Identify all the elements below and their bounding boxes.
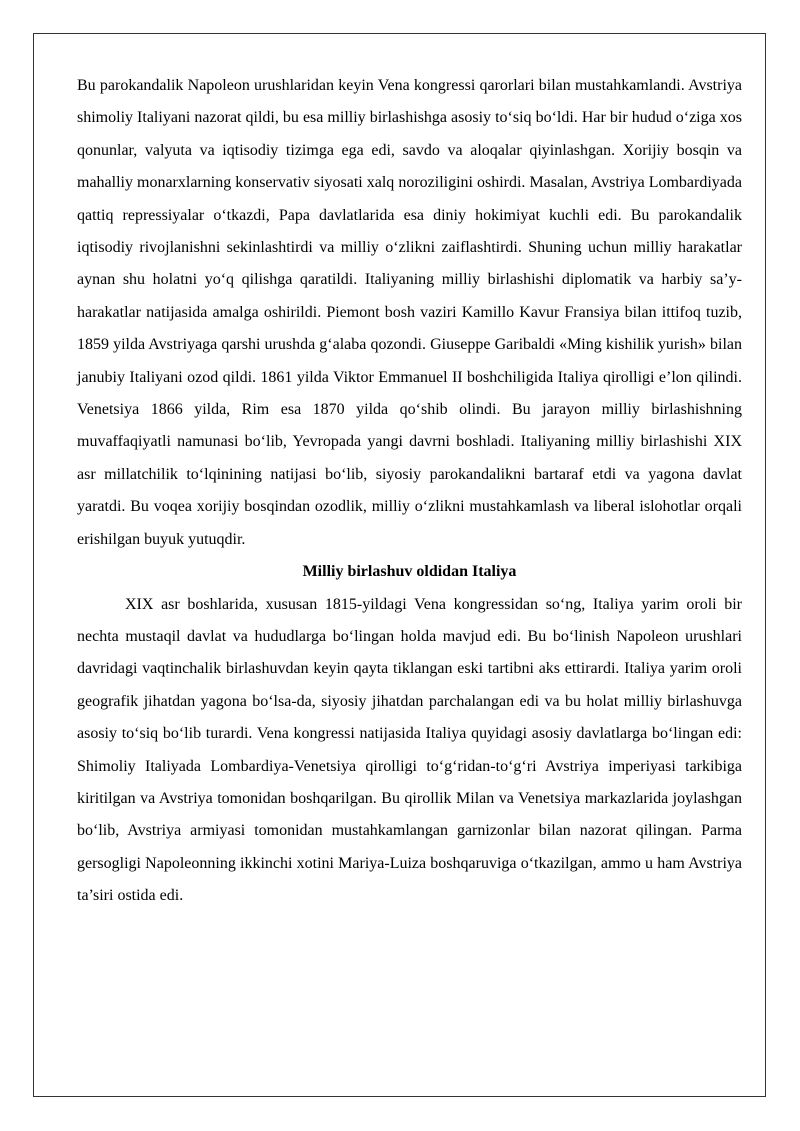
paragraph: Bu parokandalik Napoleon urushlaridan keyin Vena kongressi qarorlari bilan mustahkamlandi. Avstriya shimoliy Italiyani nazorat qildi, bu esa milliy birlashishga asosiy to‘siq bo‘ldi. Har bir hudud o‘ziga xos qonunlar, valyuta va iqtisodiy tizimga ega edi, savdo va aloqalar qiyinlashgan. Xorijiy bosqin va mahalliy monarxlarning konservativ siyosati xalq noroziligini oshirdi. Masalan, Avstriya Lombardiyada qattiq repressiyalar o‘tkazdi, Papa davlatlarida esa diniy hokimiyat kuchli edi. Bu parokandalik iqtisodiy rivojlanishni sekinlashtirdi va milliy o‘zlikni zaiflashtirdi. Shuning uchun milliy harakatlar aynan shu holatni yo‘q qilishga qaratildi. Italiyaning milliy birlashishi diplomatik va harbiy sa’y-harakatlar natijasida amalga oshirildi. Piemont bosh vaziri Kamillo Kavur Fransiya bilan ittifoq tuzib, 1859 yilda Avstriyaga qarshi urushda g‘alaba qozondi. Giuseppe Garibaldi «Ming kishilik yurish» bilan janubiy Italiyani ozod qildi. 1861 yilda Viktor Emmanuel II boshchiligida Italiya qirolligi e’lon qilindi. Venetsiya 1866 yilda, Rim esa 1870 yilda qo‘shib olindi. Bu jarayon milliy birlashishning muvaffaqiyatli namunasi bo‘lib, Yevropada yangi davrni boshladi. Italiyaning milliy birlashishi XIX asr millatchilik to‘lqinining natijasi bo‘lib, siyosiy parokandalikni bartaraf etdi va yagona davlat yaratdi. Bu voqea xorijiy bosqindan ozodlik, milliy o‘zlikni mustahkamlash va liberal islohotlar orqali erishilgan buyuk yutuqdir. xyxy=(77,77,742,548)
paragraph: XIX asr boshlarida, xususan 1815-yildagi Vena kongressidan so‘ng, Italiya yarim oroli bir nechta mustaqil davlat va hududlarga bo‘lingan holda mavjud edi. Bu bo‘linish Napoleon urushlari davridagi vaqtinchalik birlashuvdan keyin qayta tiklangan eski tartibni aks ettirardi. Italiya yarim oroli geografik jihatdan yagona bo‘lsa-da, siyosiy jihatdan parchalangan edi va bu holat milliy birlashuvga asosiy to‘siq bo‘lib turardi. Vena kongressi natijasida Italiya quyidagi asosiy davlatlarga bo‘lingan edi: Shimoliy Italiyada Lombardiya-Venetsiya qirolligi to‘g‘ridan-to‘g‘ri Avstriya imperiyasi tarkibiga kiritilgan va Avstriya tomonidan boshqarilgan. Bu qirollik Milan va Venetsiya markazlarida joylashgan bo‘lib, Avstriya armiyasi tomonidan mustahkamlangan garnizonlar bilan nazorat qilingan. Parma gersogligi Napoleonning ikkinchi xotini Mariya-Luiza boshqaruviga o‘tkazilgan, ammo u ham Avstriya ta’siri ostida edi. xyxy=(77,595,742,905)
document-body xyxy=(77,70,742,913)
section-heading: Milliy birlashuv oldidan Italiya xyxy=(302,563,517,581)
